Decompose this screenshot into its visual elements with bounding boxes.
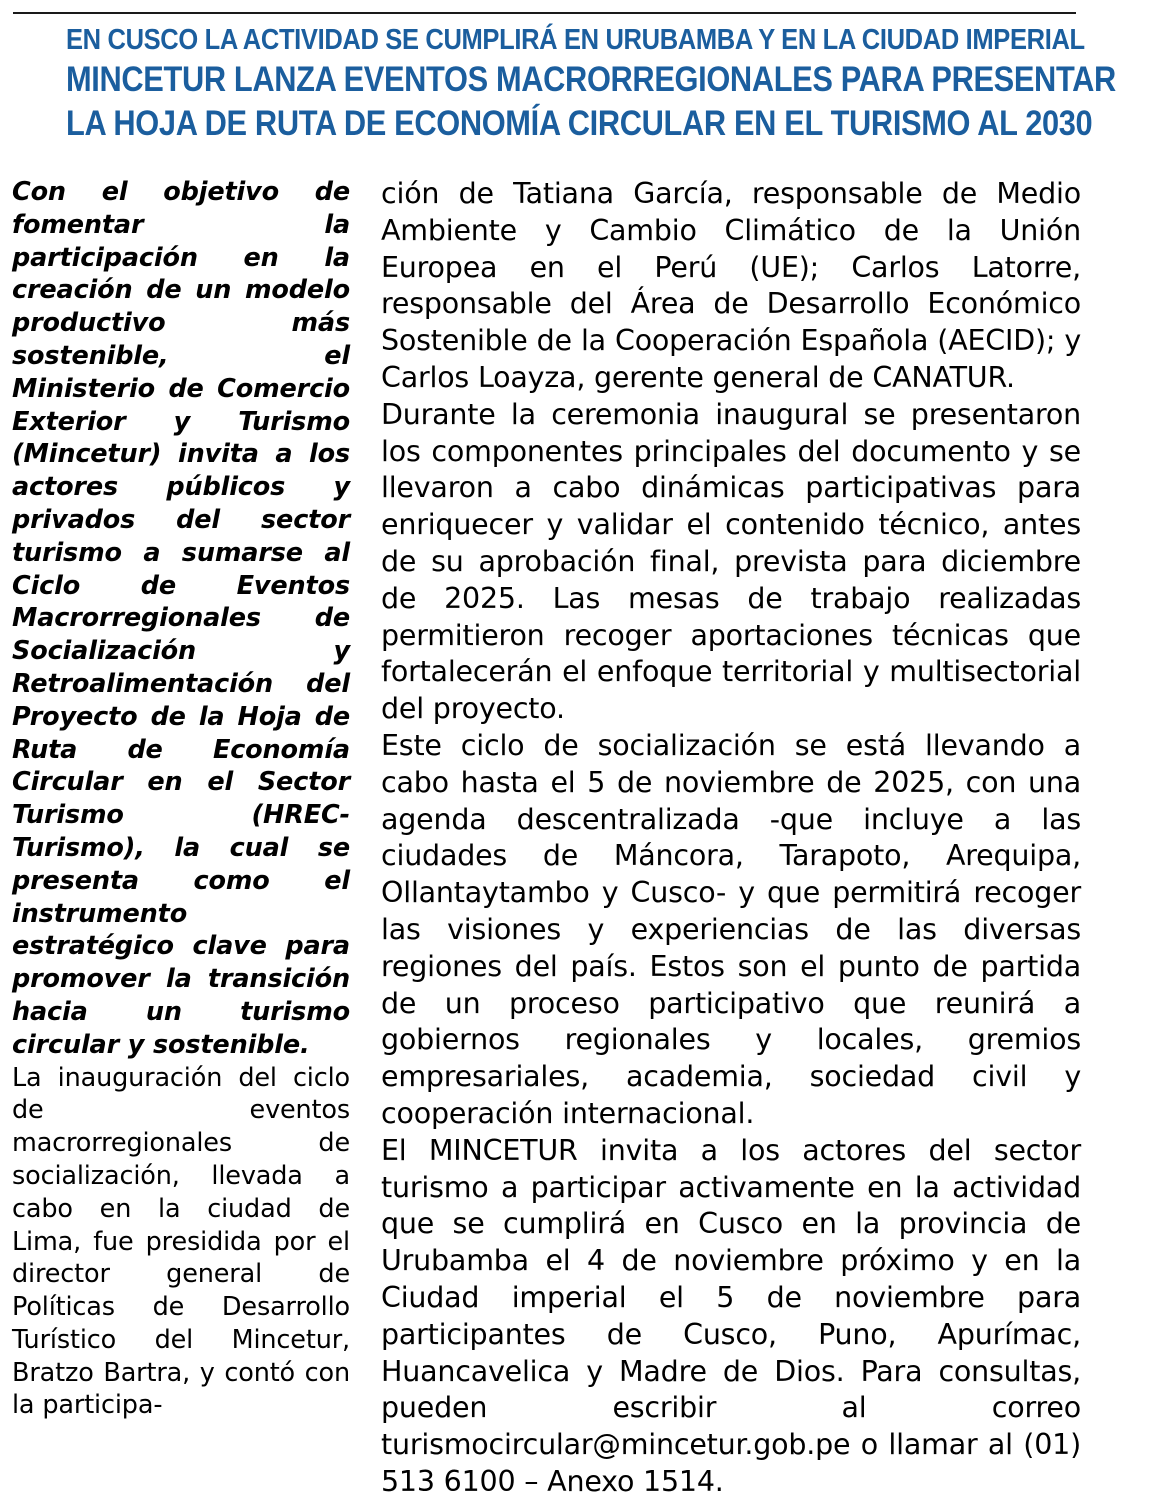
headline-kicker: EN CUSCO LA ACTIVIDAD SE CUMPLIRÁ EN URUBAMBA Y EN LA CIUDAD IMPERIAL xyxy=(66,24,1085,56)
headline-block xyxy=(0,22,1116,146)
article-column-right xyxy=(381,176,1081,1501)
article-lead-paragraph: Con el objetivo de fomentar la participación en la creación de un modelo productivo más sostenible, el Ministerio de Comercio Exterior y Turismo (Mincetur) invita a los actores públicos y privados del sector turismo a sumarse al Ciclo de Eventos Macrorregionales de Socialización y Retroalimentación del Proyecto de la Hoja de Ruta de Economía Circular en el Sector Turismo (HREC-Turismo), la cual se presenta como el instrumento estratégico clave para promover la transición hacia un turismo circular y sostenible. xyxy=(12,177,350,1060)
article-column-left xyxy=(12,176,350,1422)
headline-main-line-1: MINCETUR LANZA EVENTOS MACRORREGIONALES PARA PRESENTAR xyxy=(66,60,1116,99)
article-paragraph-right-3: Este ciclo de socialización se está llevando a cabo hasta el 5 de noviembre de 2025, con una agenda descentralizada -que incluye a las ciudades de Máncora, Tarapoto, Arequipa, Ollantaytambo y Cusco- y que permitirá recoger las visiones y experiencias de las diversas regiones del país. Estos son el punto de partida de un proceso participativo que reunirá a gobiernos regionales y locales, gremios empresariales, academia, sociedad civil y cooperación internacional. xyxy=(381,728,1081,1130)
headline-main-line-2: LA HOJA DE RUTA DE ECONOMÍA CIRCULAR EN EL TURISMO AL 2030 xyxy=(66,104,1093,143)
article-paragraph-left-1: La inauguración del ciclo de eventos macrorregionales de socialización, llevada a cabo en la ciudad de Lima, fue presidida por el director general de Políticas de Desarrollo Turístico del Mincetur, Bratzo Bartra, y contó con la participa- xyxy=(12,1062,350,1421)
top-divider-rule xyxy=(13,12,1076,14)
article-paragraph-right-2: Durante la ceremonia inaugural se presentaron los componentes principales del documento y se llevaron a cabo dinámicas participativas para enriquecer y validar el contenido técnico, antes de su aprobación final, prevista para diciembre de 2025. Las mesas de trabajo realizadas permitieron recoger aportaciones técnicas que fortalecerán el enfoque territorial y multisectorial del proyecto. xyxy=(381,397,1081,726)
article-paragraph-right-4: El MINCETUR invita a los actores del sector turismo a participar activamente en la actividad que se cumplirá en Cusco en la provincia de Urubamba el 4 de noviembre próximo y en la Ciudad imperial el 5 de noviembre para participantes de Cusco, Puno, Apurímac, Huancavelica y Madre de Dios. Para consultas, pueden escribir al correo turismocircular@mincetur.gob.pe o llamar al (01) 513 6100 – Anexo 1514. xyxy=(381,1133,1081,1498)
article-paragraph-right-1: ción de Tatiana García, responsable de Medio Ambiente y Cambio Climático de la Unión Europea en el Perú (UE); Carlos Latorre, responsable del Área de Desarrollo Económico Sostenible de la Cooperación Española (AECID); y Carlos Loayza, gerente general de CANATUR. xyxy=(381,177,1081,394)
